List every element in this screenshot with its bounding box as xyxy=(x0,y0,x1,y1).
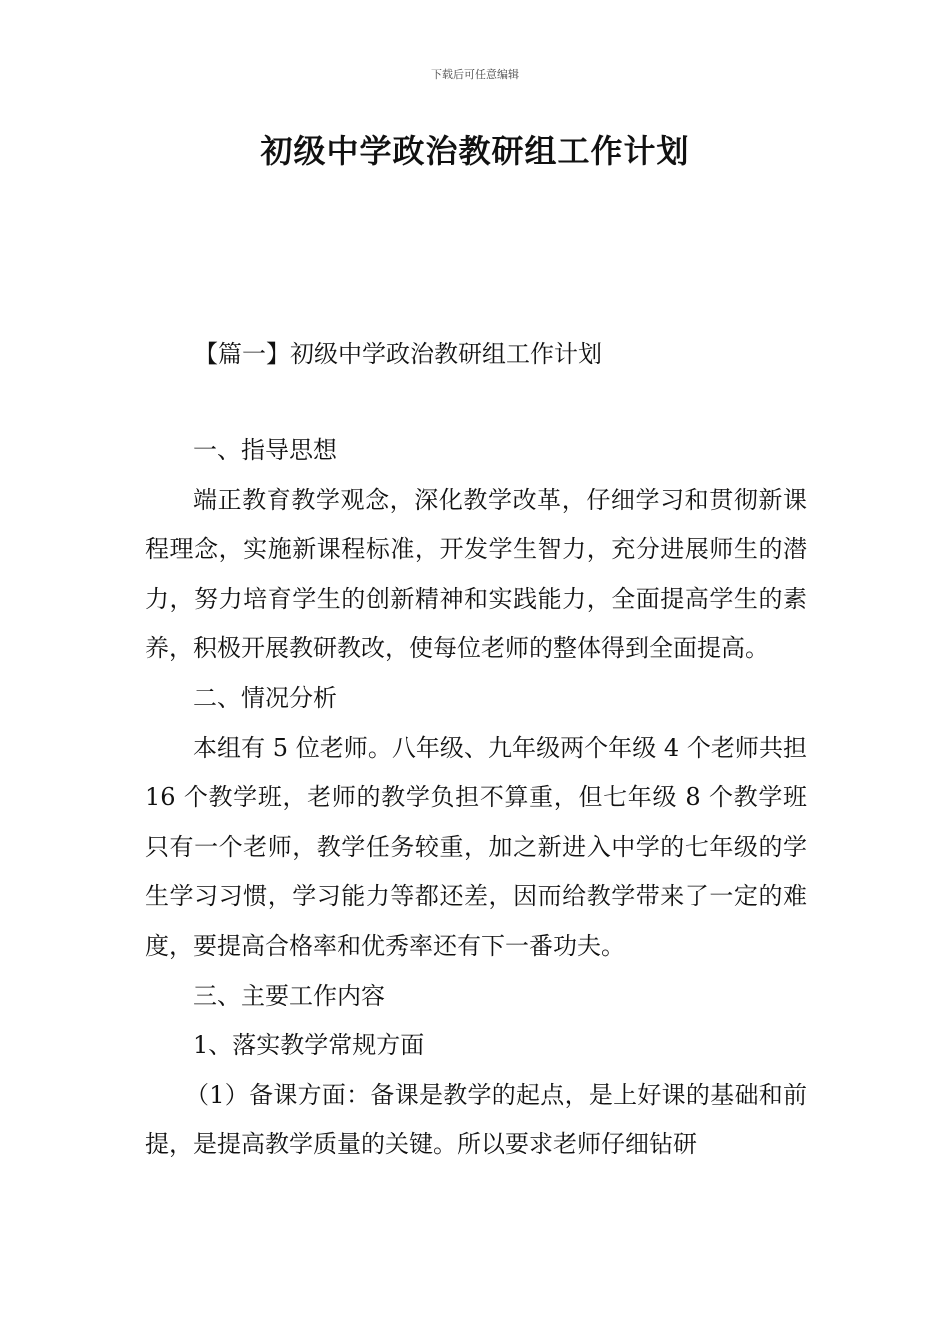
heading-guiding-ideology: 一、指导思想 xyxy=(193,436,337,464)
subheading-teaching-routine: 1、落实教学常规方面 xyxy=(193,1031,425,1060)
document-body xyxy=(145,426,807,1170)
paragraph-guiding-ideology: 端正教育教学观念，深化教学改革，仔细学习和贯彻新课程理念，实施新课程标准，开发学生智力，充分进展师生的潜力，努力培育学生的创新精神和实践能力，全面提高学生的素养，积极开展教研教改，使每位老师的整体得到全面提高。 xyxy=(145,485,807,663)
paragraph-situation-analysis: 本组有 5 位老师。八年级、九年级两个年级 4 个老师共担 16 个教学班，老师的教学负担不算重，但七年级 8 个教学班只有一个老师，教学任务较重，加之新进入中学的七年级的学生学习习惯，学习能力等都还差，因而给教学带来了一定的难度，要提高合格率和优秀率还有下一番功夫。 xyxy=(145,733,807,960)
header-note: 下载后可任意编辑 xyxy=(431,68,519,81)
document-title: 初级中学政治教研组工作计划 xyxy=(260,132,690,170)
heading-main-work: 三、主要工作内容 xyxy=(193,981,385,1010)
paragraph-lesson-preparation: （1）备课方面：备课是教学的起点，是上好课的基础和前提，是提高教学质量的关键。所以要求老师仔细钻研 xyxy=(145,1080,807,1159)
section-heading: 【篇一】初级中学政治教研组工作计划 xyxy=(194,340,602,368)
heading-situation-analysis: 二、情况分析 xyxy=(193,683,337,712)
